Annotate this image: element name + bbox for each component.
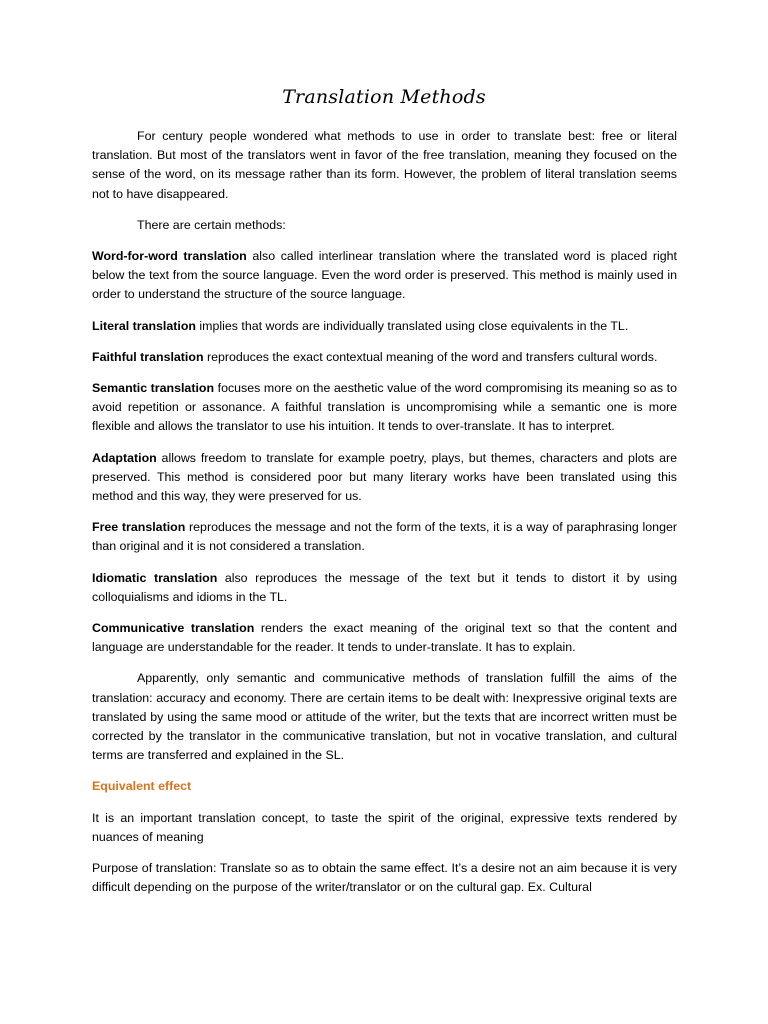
method-term: Idiomatic translation bbox=[92, 570, 218, 585]
method-paragraph bbox=[92, 379, 677, 437]
method-paragraph bbox=[92, 518, 677, 556]
method-description: implies that words are individually translated using close equivalents in the TL. bbox=[195, 318, 629, 333]
method-term: Free translation bbox=[92, 520, 186, 535]
method-term: Faithful translation bbox=[92, 349, 204, 364]
document-title: Translation Methods bbox=[282, 86, 486, 108]
intro-paragraph: For century people wondered what methods to use in order to translate best: free or literal translation. But most of the translators went in favor of the free translation, meaning they focused on the sense of the word, on its message rather than its form. However, the problem of literal translation seems not to have disappeared. bbox=[92, 129, 677, 201]
method-description: allows freedom to translate for example poetry, plays, but themes, characters and plots are preserved. This method is considered poor but many literary works have been translated using this method and this way, they were preserved for us. bbox=[92, 450, 677, 504]
method-term: Adaptation bbox=[92, 450, 157, 465]
section-paragraph: It is an important translation concept, to taste the spirit of the original, expressive texts rendered by nuances of meaning bbox=[92, 810, 677, 844]
method-term: Communicative translation bbox=[92, 621, 255, 636]
method-paragraph bbox=[92, 247, 677, 305]
method-description: also reproduces the message of the text but it tends to distort it by using colloquialisms and idioms in the TL. bbox=[92, 570, 677, 604]
section-heading: Equivalent effect bbox=[92, 779, 192, 794]
method-description: renders the exact meaning of the original text so that the content and language are understandable for the reader. It tends to under-translate. It has to explain. bbox=[92, 621, 677, 655]
method-paragraph bbox=[92, 348, 677, 367]
method-paragraph bbox=[92, 317, 677, 336]
method-paragraph bbox=[92, 569, 677, 607]
document-body bbox=[92, 127, 677, 910]
method-description: focuses more on the aesthetic value of the word compromising its meaning so as to avoid repetition or assonance. A faithful translation is uncompromising while a semantic one is more flexible and allows the translator to use his intuition. It tends to over-translate. It has to interpret. bbox=[92, 381, 677, 434]
method-term: Semantic translation bbox=[92, 381, 215, 396]
method-term: Word-for-word translation bbox=[92, 249, 247, 264]
method-description: also called interlinear translation where the translated word is placed right below the text from the source language. Even the word order is preserved. This method is mainly used in order to understand the structure of the source language. bbox=[92, 249, 677, 302]
method-paragraph bbox=[92, 449, 677, 507]
method-description: reproduces the exact contextual meaning of the word and transfers cultural words. bbox=[203, 349, 658, 364]
method-paragraph bbox=[92, 619, 677, 657]
section-paragraph: Purpose of translation: Translate so as to obtain the same effect. It’s a desire not an aim because it is very difficult depending on the purpose of the writer/translator or on the cultural gap. Ex. Cultural bbox=[92, 861, 677, 895]
conclusion-paragraph: Apparently, only semantic and communicative methods of translation fulfill the aims of the translation: accuracy and economy. There are certain items to be dealt with: Inexpressive original texts are translated by using the same mood or attitude of the writer, but the texts that are incorrect written must be corrected by the translator in the communicative translation, but not in vocative translation, and cultural terms are transferred and explained in the SL. bbox=[92, 671, 677, 763]
method-description: reproduces the message and not the form of the texts, it is a way of paraphrasing longer than original and it is not considered a translation. bbox=[92, 520, 677, 554]
method-term: Literal translation bbox=[92, 318, 196, 333]
methods-lead-paragraph: There are certain methods: bbox=[137, 217, 286, 232]
